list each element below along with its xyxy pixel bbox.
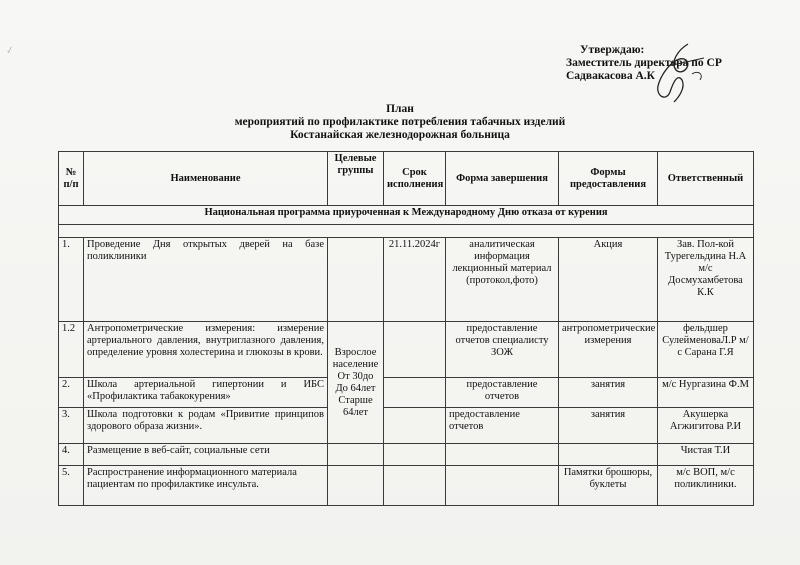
row-name: Школа подготовки к родам «Привитие принципов здорового образа жизни». xyxy=(84,408,328,444)
row-deadline xyxy=(384,466,446,506)
header-responsible: Ответственный xyxy=(658,152,754,206)
header-row xyxy=(59,152,754,206)
table-row xyxy=(59,408,754,444)
row-forms: занятия xyxy=(559,408,658,444)
plan-table xyxy=(58,151,754,506)
table-row xyxy=(59,378,754,408)
header-num: № п/п xyxy=(59,152,84,206)
row-completion: предоставление отчетов специалисту ЗОЖ xyxy=(446,322,559,378)
row-target xyxy=(328,466,384,506)
row-target xyxy=(328,238,384,322)
row-forms: занятия xyxy=(559,378,658,408)
target-group-cell: Взрослое население От 30до До 64лет Старше 64лет xyxy=(328,322,384,444)
row-forms xyxy=(559,444,658,466)
row-completion: аналитическая информация лекционный материал (протокол,фото) xyxy=(446,238,559,322)
document-title xyxy=(180,103,620,142)
row-responsible: фельдшер СулейменоваЛ.Р м/с Сарана Г.Я xyxy=(658,322,754,378)
table-row xyxy=(59,444,754,466)
row-completion: предоставление отчетов xyxy=(446,378,559,408)
row-target xyxy=(328,444,384,466)
header-name: Наименование xyxy=(84,152,328,206)
row-deadline xyxy=(384,378,446,408)
signature-mark xyxy=(648,40,710,106)
row-num: 1.2 xyxy=(59,322,84,378)
section-row xyxy=(59,206,754,225)
row-name: Распространение информационного материала пациентам по профилактике инсульта. xyxy=(84,466,328,506)
row-completion xyxy=(446,444,559,466)
row-forms: антропометрические измерения xyxy=(559,322,658,378)
table-row xyxy=(59,238,754,322)
row-completion: предоставление отчетов xyxy=(446,408,559,444)
row-num: 2. xyxy=(59,378,84,408)
header-completion: Форма завершения xyxy=(446,152,559,206)
row-num: 4. xyxy=(59,444,84,466)
header-deadline: Срок исполнения xyxy=(384,152,446,206)
row-deadline: 21.11.2024г xyxy=(384,238,446,322)
row-completion xyxy=(446,466,559,506)
row-num: 1. xyxy=(59,238,84,322)
row-deadline xyxy=(384,444,446,466)
row-deadline xyxy=(384,322,446,378)
title-line-plan: План xyxy=(386,103,414,115)
title-line-subject: мероприятий по профилактике потребления табачных изделий xyxy=(234,116,566,128)
row-num: 3. xyxy=(59,408,84,444)
table-row xyxy=(59,466,754,506)
row-name: Школа артериальной гипертонии и ИБС «Профилактика табакокурения» xyxy=(84,378,328,408)
approval-name: Садвакасова А.К xyxy=(566,70,655,82)
spacer-cell xyxy=(59,225,754,238)
row-responsible: Акушерка Агжигитова Р.И xyxy=(658,408,754,444)
table-row xyxy=(59,322,754,378)
header-forms: Формы предоставления xyxy=(559,152,658,206)
row-num: 5. xyxy=(59,466,84,506)
row-name: Антропометрические измерения: измерение артериального давления, внутриглазного давления, определение уровня холестерина и глюкозы в крови. xyxy=(84,322,328,378)
row-forms: Акция xyxy=(559,238,658,322)
header-target: Целевые группы xyxy=(328,152,384,206)
section-title: Национальная программа приуроченная к Международному Дню отказа от курения xyxy=(59,206,754,225)
row-forms: Памятки брошюры, буклеты xyxy=(559,466,658,506)
row-responsible: м/с Нургазина Ф.М xyxy=(658,378,754,408)
row-name: Размещение в веб-сайт, социальные сети xyxy=(84,444,328,466)
approval-heading: Утверждаю: xyxy=(580,44,645,56)
approval-position: Заместитель директора по СР xyxy=(566,57,722,69)
title-line-organization: Костанайская железнодорожная больница xyxy=(290,129,510,141)
corner-scribble: ✓ xyxy=(4,44,16,58)
row-responsible: м/с ВОП, м/с поликлиники. xyxy=(658,466,754,506)
row-responsible: Зав. Пол-кой Турегельдина Н.А м/с Досмухамбетова К.К xyxy=(658,238,754,322)
row-name: Проведение Дня открытых дверей на базе поликлиники xyxy=(84,238,328,322)
row-responsible: Чистая Т.И xyxy=(658,444,754,466)
row-deadline xyxy=(384,408,446,444)
spacer-row xyxy=(59,225,754,238)
